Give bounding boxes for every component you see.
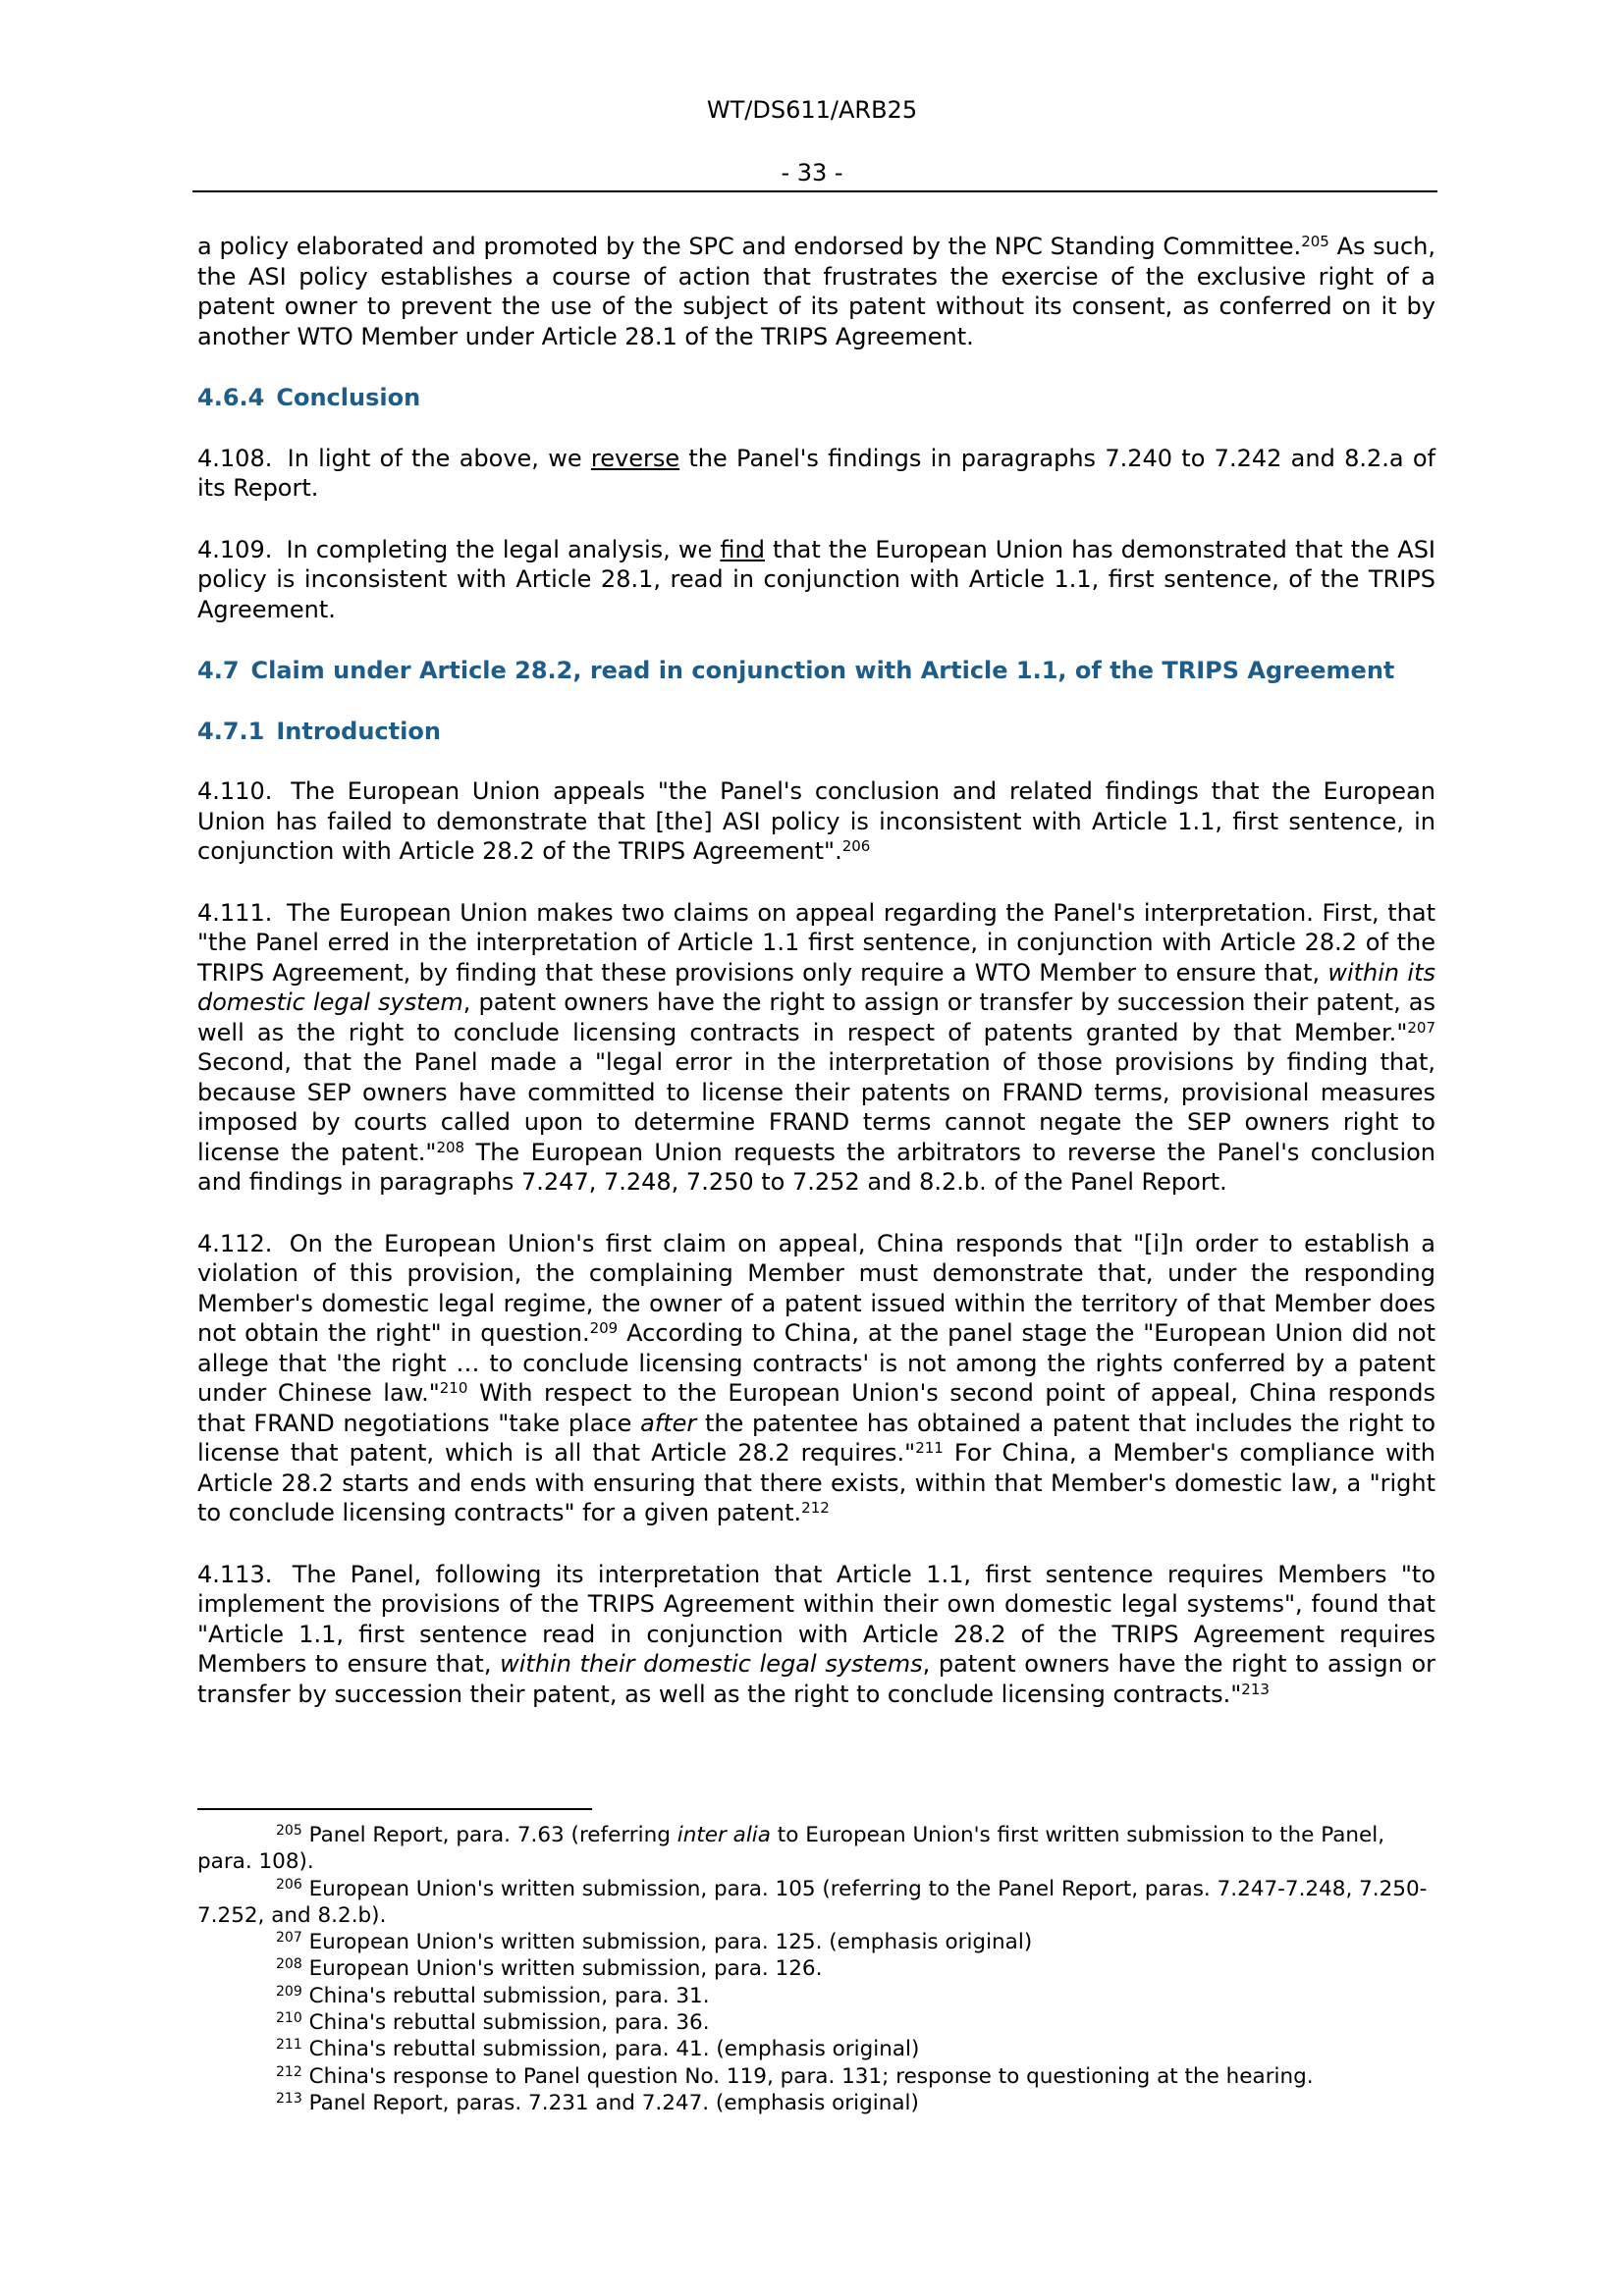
- footnote-ref[interactable]: 211: [915, 1439, 944, 1457]
- footnote-ref[interactable]: 209: [589, 1319, 619, 1337]
- document-body: [197, 232, 1435, 1740]
- section-heading-4-7-1: 4.7.1 Introduction: [197, 717, 441, 745]
- header-rule: [192, 190, 1437, 192]
- paragraph-4-113: 4.113. The Panel, following its interpretation that Article 1.1, first sentence requires Members "to implement the provisions of the TRIPS Agreement within their own domestic legal systems", found that "Article 1.1, first sentence read in conjunction with Article 28.2 of the TRIPS Agreement requires Members to ensure that, within their domestic legal systems, patent owners have the right to assign or transfer by succession their patent, as well as the right to conclude licensing contracts."$^{213}$: [197, 1560, 1436, 1708]
- paragraph-4-108: 4.108. In light of the above, we reverse the Panel's findings in paragraphs 7.240 to 7.242 and 8.2.a of its Report.: [197, 444, 1435, 502]
- page-number: - 33 -: [781, 159, 843, 187]
- paragraph-4-109: 4.109. In completing the legal analysis, we find that the European Union has demonstrated that the ASI policy is inconsistent with Article 28.1, read in conjunction with Article 1.1, first sentence, of the TRIPS Agreement.: [197, 535, 1436, 623]
- footnote-ref[interactable]: 213: [1241, 1680, 1270, 1698]
- footnote-separator: [197, 1808, 592, 1810]
- section-heading-4-6-4: 4.6.4 Conclusion: [197, 384, 421, 411]
- footnote-209: $^{209}$ China's rebuttal submission, para. 31.: [276, 1983, 710, 2008]
- footnote-208: $^{208}$ European Union's written submission, para. 126.: [276, 1956, 823, 1982]
- footnote-212: $^{212}$ China's response to Panel question No. 119, para. 131; response to questioning at the hearing.: [276, 2063, 1314, 2089]
- footnote-211: $^{211}$ China's rebuttal submission, para. 41. (emphasis original): [276, 2037, 920, 2062]
- footnote-213: $^{213}$ Panel Report, paras. 7.231 and 7.247. (emphasis original): [276, 2090, 919, 2115]
- footnote-ref[interactable]: 212: [801, 1499, 830, 1517]
- paragraph-4-110: 4.110. The European Union appeals "the Panel's conclusion and related findings that the European Union has failed to demonstrate that [the] ASI policy is inconsistent with Article 1.1, first sentence, in conjunction with Article 28.2 of the TRIPS Agreement".$^{206}$: [197, 777, 1435, 865]
- footnote-205: $^{205}$ Panel Report, para. 7.63 (referring inter alia to European Union's first written submission to the Panel, para. 108).: [197, 1823, 1385, 1875]
- section-heading-4-7: 4.7 Claim under Article 28.2, read in conjunction with Article 1.1, of the TRIPS Agreement: [197, 657, 1395, 684]
- footnotes: [197, 1822, 1435, 2116]
- footnote-ref[interactable]: 207: [1407, 1018, 1435, 1037]
- footnote-206: $^{206}$ European Union's written submission, para. 105 (referring to the Panel Report, paras. 7.247-7.248, 7.250-7.252, and 8.2.b).: [197, 1876, 1428, 1928]
- footnote-207: $^{207}$ European Union's written submission, para. 125. (emphasis original): [276, 1930, 1033, 1955]
- paragraph-4-111: 4.111. The European Union makes two claims on appeal regarding the Panel's interpretation. First, that "the Panel erred in the interpretation of Article 1.1 first sentence, in conjunction with Article 28.2 of the TRIPS Agreement, by finding that these provisions only require a WTO Member to ensure that, within its domestic legal system, patent owners have the right to assign or transfer by succession their patent, as well as the right to conclude licensing contracts in respect of patents granted by that Member."$^{207}$ Second, that the Panel made a "legal error in the interpretation of those provisions by finding that, because SEP owners have committed to license their patents on FRAND terms, provisional measures imposed by courts called upon to determine FRAND terms cannot negate the SEP owners right to license the patent."$^{208}$ The European Union requests the arbitrators to reverse the Panel's conclusion and findings in paragraphs 7.247, 7.248, 7.250 to 7.252 and 8.2.b. of the Panel Report.: [197, 898, 1436, 1196]
- paragraph-continued: a policy elaborated and promoted by the SPC and endorsed by the NPC Standing Committee.$^{205}$ As such, the ASI policy establishes a course of action that frustrates the exercise of the exclusive right of a patent owner to prevent the use of the subject of its patent without its consent, as conferred on it by another WTO Member under Article 28.1 of the TRIPS Agreement.: [197, 233, 1436, 350]
- document-id: WT/DS611/ARB25: [706, 96, 918, 124]
- footnote-ref[interactable]: 206: [841, 837, 871, 855]
- footnote-ref[interactable]: 205: [1301, 233, 1329, 250]
- paragraph-4-112: 4.112. On the European Union's first claim on appeal, China responds that "[i]n order to establish a violation of this provision, the complaining Member must demonstrate that, under the responding Member's domestic legal regime, the owner of a patent issued within the territory of that Member does not obtain the right" in question.$^{209}$ According to China, at the panel stage the "European Union did not allege that 'the right … to conclude licensing contracts' is not among the rights conferred by a patent under Chinese law."$^{210}$ With respect to the European Union's second point of appeal, China responds that FRAND negotiations "take place after the patentee has obtained a patent that includes the right to license that patent, which is all that Article 28.2 requires."$^{211}$ For China, a Member's compliance with Article 28.2 starts and ends with ensuring that there exists, within that Member's domestic law, a "right to conclude licensing contracts" for a given patent.$^{212}$: [197, 1229, 1436, 1526]
- footnote-210: $^{210}$ China's rebuttal submission, para. 36.: [276, 2010, 710, 2036]
- footnote-ref[interactable]: 208: [436, 1138, 465, 1156]
- footnote-ref[interactable]: 210: [439, 1379, 468, 1397]
